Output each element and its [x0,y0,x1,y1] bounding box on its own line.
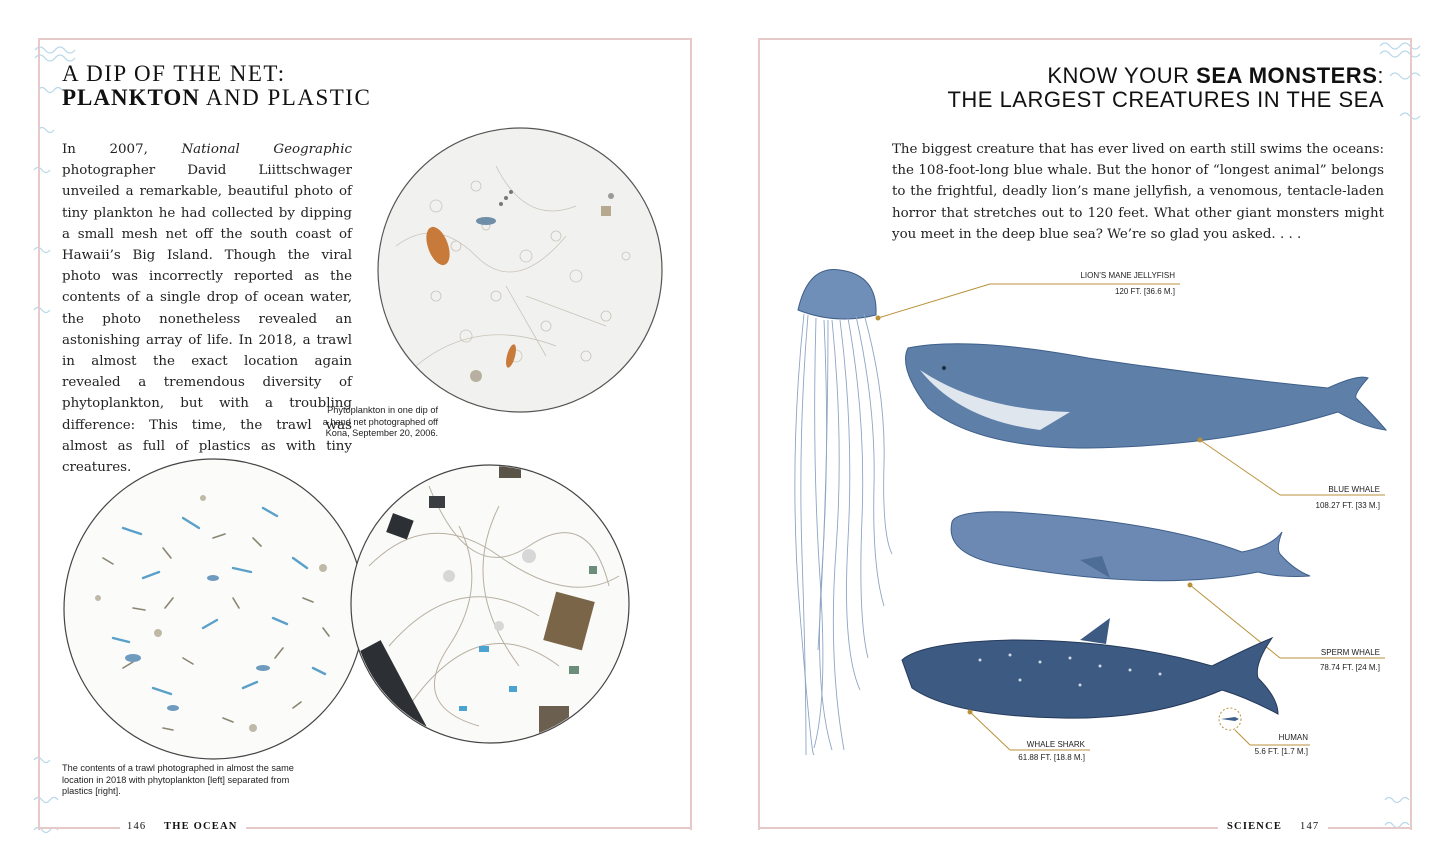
sea-monsters-illustration [780,260,1400,780]
right-title-bold: SEA MONSTERS [1196,63,1378,88]
caption-phytoplankton-2006: Phytoplankton in one dip of a hand net photographed off Kona, September 20, 2006. [322,405,438,439]
plankton-photo-2006 [376,126,664,414]
right-title-plain: KNOW YOUR [1047,63,1197,88]
blue-whale-illustration [906,344,1387,510]
right-title-line-2: THE LARGEST CREATURES IN THE SEA [947,87,1384,112]
label-jellyfish-name: LION’S MANE JELLYFISH [1080,271,1175,280]
left-page-title [62,62,371,110]
label-human-name: HUMAN [1278,733,1308,742]
label-sperm-whale-name: SPERM WHALE [1320,648,1380,657]
label-blue-whale-size: 108.27 FT. [33 M.] [1315,501,1380,510]
right-body-paragraph: The biggest creature that has ever lived on earth still swims the oceans: the 108-foot-long blue whale. But the honor of “longest animal” belongs to the frightful, deadly lion’s mane jellyfish, a venomous, tentacle-laden horror that stretches out to 120 feet. What other giant monsters might you meet in the deep blue sea? We’re so glad you asked. . . . [892,142,1384,242]
label-jellyfish-size: 120 FT. [36.6 M.] [1114,287,1175,296]
left-body-paragraph [62,139,352,478]
label-human-size: 5.6 FT. [1.7 M.] [1254,747,1308,756]
footer-right-line-b [1328,827,1410,829]
title-line-1: A DIP OF THE NET: [62,61,286,86]
body-rest: photographer David Liittschwager unveiled a remarkable, beautiful photo of tiny plankton he had collected by dipping a small mesh net off the south coast of Hawaii’s Big Island. Though the viral photo was incorrectly reported as the contents of a single drop of ocean water, the photo nonetheless revealed an astonishing array of life. In 2018, a trawl in almost the exact location again revealed a tremendous diversity of phytoplankton, but with a troubling difference: This time, the trawl was almost as full of plastics as with tiny creatures. [62,163,352,476]
body-italic-title: National Geographic [181,142,352,157]
label-sperm-whale-size: 78.74 FT. [24 M.] [1319,663,1380,672]
footer-left-line-b [246,827,690,829]
footer-left-line-a [38,827,120,829]
body-intro: In 2007, [62,142,182,157]
footer-right-line-a [758,827,1218,829]
label-whale-shark-size: 61.88 FT. [18.8 M.] [1018,753,1085,762]
human-illustration [1219,708,1310,756]
label-blue-whale-name: BLUE WHALE [1328,485,1380,494]
footer-right-page-number: 147 [1300,821,1320,832]
title-bold-word: PLANKTON [62,85,200,110]
phytoplankton-photo-2018 [63,458,365,760]
plastics-photo-2018 [349,446,631,762]
caption-trawl-2018: The contents of a trawl photographed in almost the same location in 2018 with phytoplankton [left] separated from plastics [right]. [62,763,294,797]
footer-right-section: SCIENCE [1227,821,1283,832]
label-whale-shark-name: WHALE SHARK [1026,740,1085,749]
whale-shark-illustration [902,618,1278,762]
right-title-colon: : [1377,63,1384,88]
right-title-line-1 [860,64,1384,88]
footer-left-section: THE OCEAN [164,821,238,832]
footer-left-page-number: 146 [127,821,147,832]
title-line-2 [62,86,371,110]
right-page-title [860,64,1384,112]
title-rest: AND PLASTIC [199,85,372,110]
